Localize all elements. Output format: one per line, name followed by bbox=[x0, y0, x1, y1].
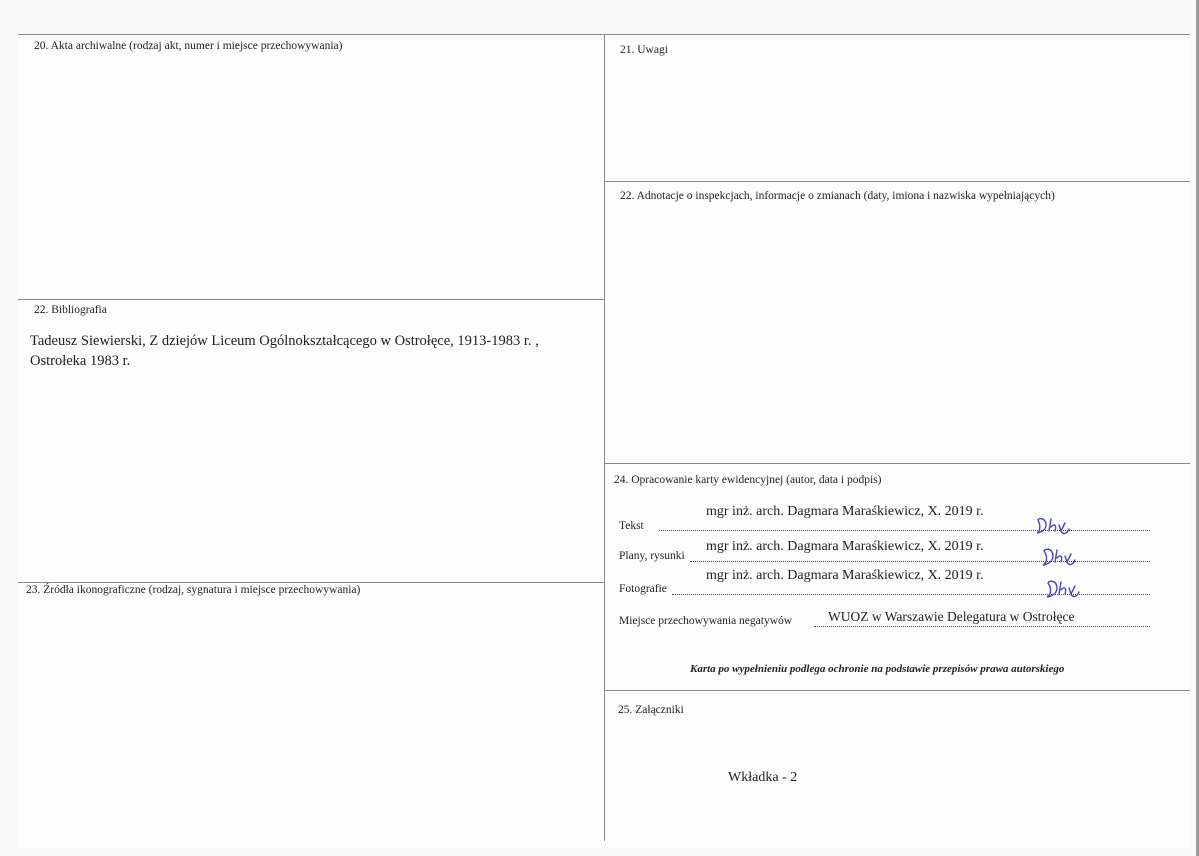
text-row-dots bbox=[659, 530, 1150, 531]
section-23-label: 23. Źródła ikonograficzne (rodzaj, sygnatura i miejsce przechowywania) bbox=[26, 584, 361, 596]
handwritten-signature-text bbox=[1034, 514, 1074, 536]
section-20-label: 20. Akta archiwalne (rodzaj akt, numer i miejsce przechowywania) bbox=[34, 40, 343, 52]
negatives-row-label: Miejsce przechowywania negatywów bbox=[619, 615, 793, 627]
copyright-note: Karta po wypełnieniu podlega ochronie na podstawie przepisów prawa autorskiego bbox=[690, 663, 1065, 675]
plans-row-dots bbox=[690, 561, 1150, 562]
section-24-label: 24. Opracowanie karty ewidencyjnej (autor, data i podpis) bbox=[614, 474, 882, 486]
section-25-label: 25. Załączniki bbox=[618, 704, 684, 716]
handwritten-signature-plans bbox=[1040, 544, 1080, 568]
bibliography-text bbox=[30, 331, 539, 371]
divider-22-24 bbox=[604, 463, 1190, 464]
section-22-bibliography-label: 22. Bibliografia bbox=[34, 304, 107, 316]
bibliography-line-1: Tadeusz Siewierski, Z dziejów Liceum Ogólnokształcącego w Ostrołęce, 1913-1983 r. , bbox=[30, 333, 539, 349]
insert-number: Wkładka - 2 bbox=[728, 770, 798, 785]
photos-row-label: Fotografie bbox=[619, 583, 667, 595]
photos-author-value: mgr inż. arch. Dagmara Maraśkiewicz, X. 2019 r. bbox=[706, 568, 984, 583]
handwritten-signature-photos bbox=[1044, 576, 1084, 600]
divider-bibliography-23 bbox=[18, 582, 604, 583]
section-21-label: 21. Uwagi bbox=[620, 44, 668, 56]
plans-author-value: mgr inż. arch. Dagmara Maraśkiewicz, X. 2019 r. bbox=[706, 539, 984, 554]
text-row-label: Tekst bbox=[619, 520, 644, 532]
bibliography-line-2: Ostrołeka 1983 r. bbox=[30, 353, 131, 369]
negatives-row-dots bbox=[814, 626, 1150, 627]
negatives-location-value: WUOZ w Warszawie Delegatura w Ostrołęce bbox=[828, 609, 1075, 624]
divider-20-bibliography bbox=[18, 299, 604, 300]
column-divider bbox=[604, 35, 605, 841]
divider-21-22 bbox=[604, 181, 1190, 182]
plans-row-label: Plany, rysunki bbox=[619, 550, 685, 562]
section-22-annotations-label: 22. Adnotacje o inspekcjach, informacje o zmianach (daty, imiona i nazwiska wypełniających) bbox=[620, 190, 1055, 202]
divider-24-25 bbox=[604, 690, 1190, 691]
text-author-value: mgr inż. arch. Dagmara Maraśkiewicz, X. 2019 r. bbox=[706, 504, 984, 519]
